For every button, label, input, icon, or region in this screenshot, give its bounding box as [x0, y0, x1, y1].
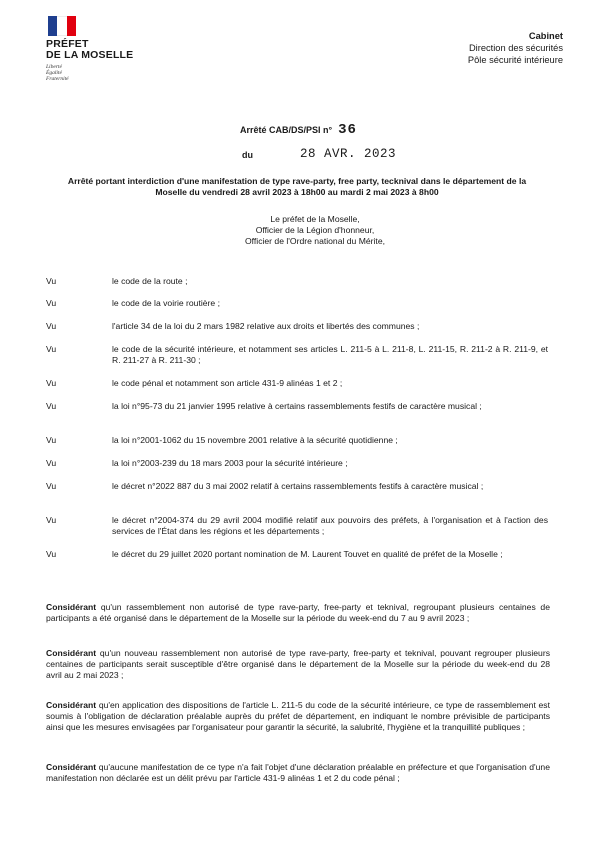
visa-text: l'article 34 de la loi du 2 mars 1982 relative aux droits et libertés des communes ;: [112, 321, 420, 331]
arrete-label: Arrêté CAB/DS/PSI n°: [240, 125, 333, 135]
prefecture-name: [46, 39, 156, 61]
prefecture-logo: [46, 16, 156, 82]
authority-line: Officier de l'Ordre national du Mérite,: [244, 236, 385, 246]
service-line: Pôle sécurité intérieure: [467, 55, 563, 65]
vu-label: Vu: [46, 401, 57, 411]
visa-text: le code pénal et notamment son article 431-9 alinéas 1 et 2 ;: [112, 378, 343, 388]
considerant-text: qu'en application des dispositions de l'article L. 211-5 du code de la sécurité intérieure, ce type de rassemblement est soumis à l'obligation de déclaration préalable auprès du préfet de département, en indiquant le nombre prévisible de participants ainsi que les mesures envisagées par l'organisateur pour garantir la sécurité, la salubrité, l'hygiène et la tranquillité publiques ;: [46, 700, 550, 732]
vu-label: Vu: [46, 378, 57, 388]
visa-text: la loi n°95-73 du 21 janvier 1995 relative à certains rassemblements festifs de caractère musical ;: [112, 401, 482, 411]
service-line: Cabinet: [528, 31, 563, 41]
visa-text: le décret n°2004-374 du 29 avril 2004 modifié relatif aux pouvoirs des préfets, à l'organisation et à l'action des services de l'État dans les régions et les départements ;: [112, 515, 548, 536]
visa-text: le décret n°2022 887 du 3 mai 2002 relatif à certains rassemblements festifs à caractère musical ;: [112, 481, 484, 491]
arrete-reference: [240, 122, 357, 138]
prefecture-name-line: PRÉFET: [46, 38, 89, 50]
motto-line: Liberté: [46, 64, 62, 70]
considerant-text: qu'aucune manifestation de ce type n'a fait l'objet d'une déclaration préalable en préfecture et que l'organisation d'une manifestation non déclarée est un délit prévu par l'article 431-9 alinéas 1 et 2 du code pénal ;: [46, 762, 550, 783]
visa-text: le code de la voirie routière ;: [112, 298, 220, 308]
vu-label: Vu: [46, 276, 57, 286]
motto-line: Égalité: [46, 70, 62, 76]
authority-line: Le préfet de la Moselle,: [270, 214, 360, 224]
date-stamp: 28 AVR. 2023: [300, 147, 397, 161]
visa-text: la loi n°2001-1062 du 15 novembre 2001 relative à la sécurité quotidienne ;: [112, 435, 398, 445]
considerant-paragraph: [46, 648, 550, 681]
considerant-keyword: Considérant: [46, 762, 97, 772]
vu-label: Vu: [46, 435, 57, 445]
vu-label: Vu: [46, 344, 57, 354]
vu-label: Vu: [46, 515, 57, 525]
visa-text: le code de la sécurité intérieure, et notamment ses articles L. 211-5 à L. 211-8, L. 211-15, R. 211-2 à R. 211-9, et R. 211-27 à R. 211-30 ;: [112, 344, 548, 365]
authority-block: [190, 214, 440, 247]
authority-line: Officier de la Légion d'honneur,: [255, 225, 375, 235]
date-label: du: [242, 150, 253, 160]
vu-label: Vu: [46, 298, 57, 308]
republic-motto: [46, 64, 156, 82]
considerant-paragraph: [46, 700, 550, 733]
visa-text: le code de la route ;: [112, 276, 188, 286]
french-flag-icon: [48, 16, 76, 36]
considerant-text: qu'un nouveau rassemblement non autorisé de type rave-party, free-party et teknival, pouvant regrouper plusieurs centaines de participants serait susceptible d'être organisé dans le département de la Moselle sur la période du week-end du 28 avril au 2 mai 2023 ;: [46, 648, 550, 680]
considerant-text: qu'un rassemblement non autorisé de type rave-party, free-party et teknival, regroupant plusieurs centaines de participants a été organisé dans le département de la Moselle sur la période du week-end du 7 au 9 avril 2023 ;: [46, 602, 550, 623]
vu-label: Vu: [46, 481, 57, 491]
service-block: [468, 30, 563, 66]
vu-label: Vu: [46, 321, 57, 331]
arrete-number: 36: [338, 122, 357, 138]
considerant-keyword: Considérant: [46, 602, 97, 612]
vu-label: Vu: [46, 458, 57, 468]
vu-label: Vu: [46, 549, 57, 559]
visa-text: le décret du 29 juillet 2020 portant nomination de M. Laurent Touvet en qualité de préfet de la Moselle ;: [112, 549, 503, 559]
considerant-keyword: Considérant: [46, 700, 97, 710]
document-title: Arrêté portant interdiction d'une manifestation de type rave-party, free party, tecknival dans le département de la Moselle du vendredi 28 avril 2023 à 18h00 au mardi 2 mai 2023 à 8h00: [67, 176, 527, 197]
considerant-paragraph: [46, 602, 550, 624]
prefecture-name-line: DE LA MOSELLE: [46, 49, 134, 61]
service-line: Direction des sécurités: [468, 43, 563, 53]
considerant-keyword: Considérant: [46, 648, 97, 658]
considerant-paragraph: [46, 762, 550, 784]
motto-line: Fraternité: [46, 76, 69, 82]
visa-text: la loi n°2003-239 du 18 mars 2003 pour la sécurité intérieure ;: [112, 458, 348, 468]
